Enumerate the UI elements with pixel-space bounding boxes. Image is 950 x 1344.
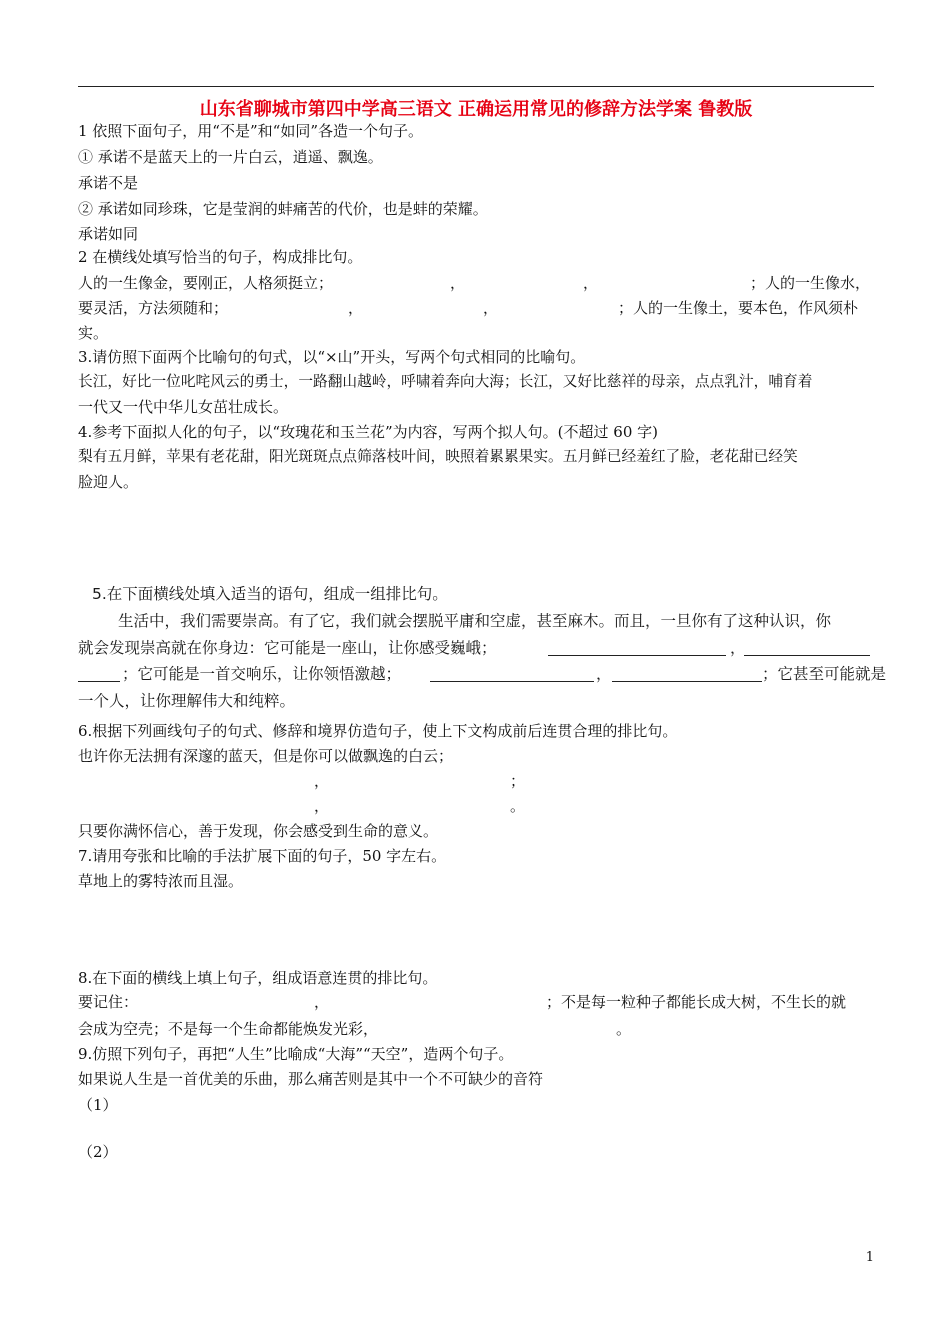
q2-line-1: 人的一生像金，要刚正，人格须挺立； ， ， ；人的一生像水， (78, 274, 871, 292)
q5-blank-3[interactable] (430, 665, 594, 682)
document-page (78, 0, 887, 1344)
header-rule (78, 86, 874, 87)
q9-answer-1-label: （1） (78, 1096, 118, 1114)
q5-line-1: 生活中，我们需要崇高。有了它，我们就会摆脱平庸和空虚，甚至麻木。而且，一旦你有了这种认识，你 (118, 612, 832, 630)
q4-line-1: 梨有五月鲜，苹果有老花甜，阳光斑斑点点筛落枝叶间，映照着累累果实。五月鲜已经羞红了脸，老花甜已经笑 (78, 448, 798, 465)
q1-prompt: 1 依照下面句子，用“不是”和“如同”各造一个句子。 (78, 122, 423, 140)
q9-line-1: 如果说人生是一首优美的乐曲，那么痛苦则是其中一个不可缺少的音符 (78, 1070, 544, 1088)
q2-prompt: 2 在横线处填写恰当的句子，构成排比句。 (78, 248, 363, 266)
q4-line-2: 脸迎人。 (78, 473, 139, 491)
q1-answer-2: 承诺如同 (78, 225, 139, 243)
document-title: 山东省聊城市第四中学高三语文 正确运用常见的修辞方法学案 鲁教版 (199, 99, 753, 120)
q5-blank-1[interactable] (548, 639, 726, 656)
q9-answer-2-label: （2） (78, 1143, 118, 1161)
q2-line-2: 要灵活，方法须随和； ， ， ；人的一生像土，要本色，作风须朴 (78, 299, 859, 317)
q6-line-4: 只要你满怀信心，善于发现，你会感受到生命的意义。 (78, 822, 439, 840)
page-number: 1 (865, 1250, 874, 1265)
q7-line-1: 草地上的雾特浓而且湿。 (78, 872, 244, 890)
q5-line-4: 一个人，让你理解伟大和纯粹。 (78, 692, 296, 710)
q8-line-1: 要记住： ， ；不是每一粒种子都能长成大树，不生长的就 (78, 993, 847, 1011)
q4-prompt: 4.参考下面拟人化的句子，以“玫瑰花和玉兰花”为内容，写两个拟人句。(不超过 60 字) (78, 423, 658, 441)
q3-prompt: 3.请仿照下面两个比喻句的句式，以“×山”开头，写两个句式相同的比喻句。 (78, 348, 586, 366)
q1-example-2: ② 承诺如同珍珠，它是莹润的蚌痛苦的代价，也是蚌的荣耀。 (78, 200, 488, 218)
q5-blank-2[interactable] (744, 639, 870, 656)
q5-line-2: 就会发现崇高就在你身边：它可能是一座山，让你感受巍峨； ， (78, 637, 874, 659)
q6-line-1: 也许你无法拥有深邃的蓝天，但是你可以做飘逸的白云； (78, 747, 454, 765)
q7-prompt: 7.请用夸张和比喻的手法扩展下面的句子，50 字左右。 (78, 847, 447, 865)
q1-answer-1: 承诺不是 (78, 174, 139, 192)
q5-blank-4[interactable] (612, 665, 762, 682)
q6-line-2: ， ； (314, 772, 526, 790)
q2-line-3: 实。 (78, 324, 109, 342)
q6-prompt: 6.根据下列画线句子的句式、修辞和境界仿造句子，使上下文构成前后连贯合理的排比句。 (78, 722, 678, 740)
q8-prompt: 8.在下面的横线上填上句子，组成语意连贯的排比句。 (78, 969, 438, 987)
q9-prompt: 9.仿照下列句子，再把“人生”比喻成“大海”“天空”，造两个句子。 (78, 1045, 514, 1063)
q3-line-2: 一代又一代中华儿女茁壮成长。 (78, 398, 289, 416)
q3-line-1: 长江，好比一位叱咤风云的勇士，一路翻山越岭，呼啸着奔向大海；长江，又好比慈祥的母亲，点点乳汁，哺育着 (78, 373, 813, 390)
q5-blank-2-cont[interactable] (78, 665, 120, 682)
q8-line-2: 会成为空壳；不是每一个生命都能焕发光彩， 。 (78, 1020, 632, 1038)
q1-example-1: ① 承诺不是蓝天上的一片白云，逍遥、飘逸。 (78, 148, 383, 166)
q6-line-3: ， 。 (314, 797, 526, 815)
q5-prompt: 5.在下面横线处填入适当的语句，组成一组排比句。 (92, 585, 448, 603)
q5-line-3: ；它可能是一首交响乐，让你领悟激越； ， ；它甚至可能就是 (78, 663, 874, 685)
